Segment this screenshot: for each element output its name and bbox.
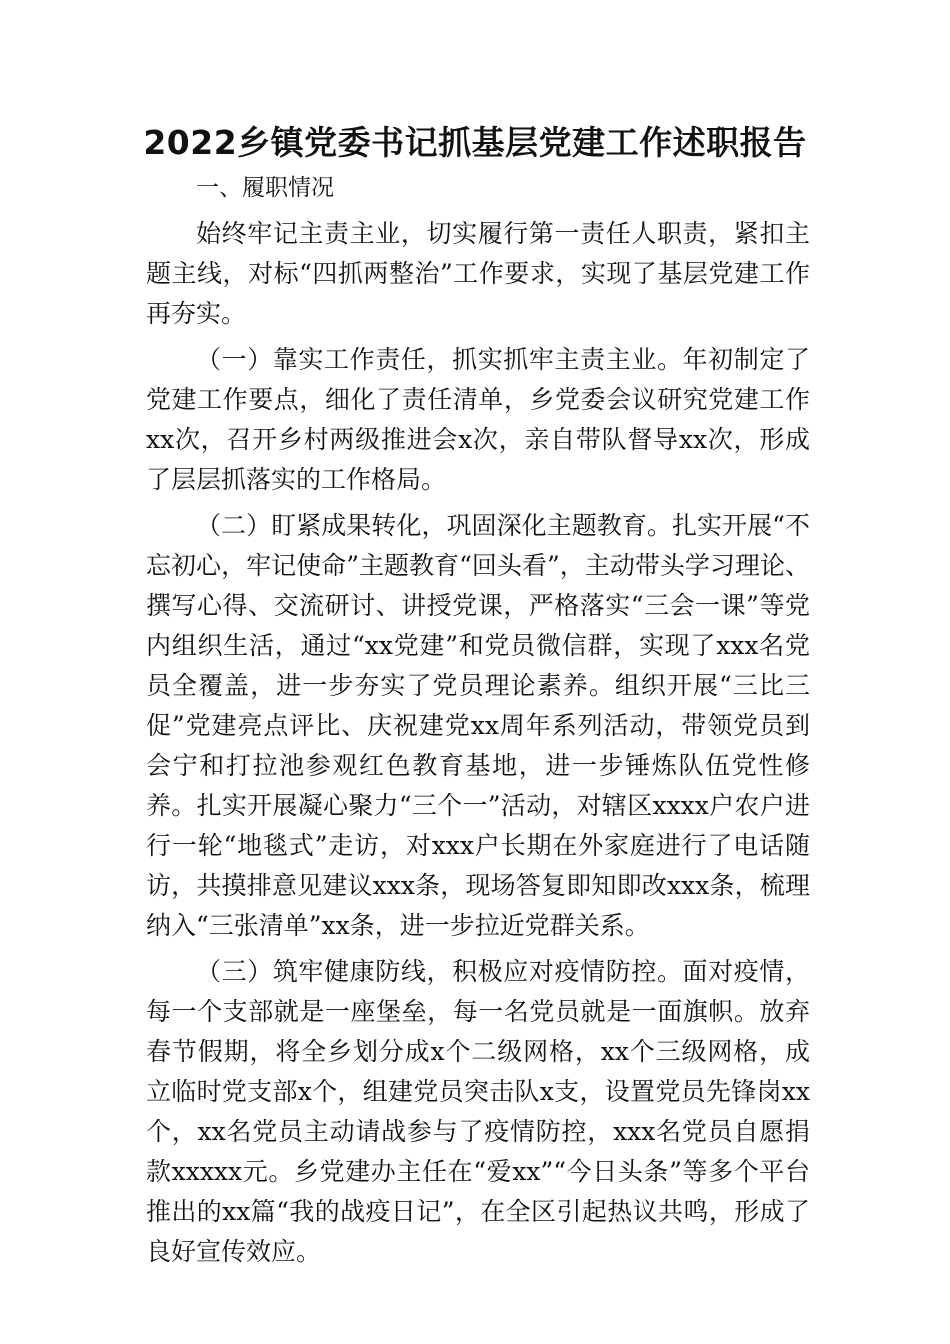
document-body [146, 168, 810, 1278]
section-heading: 一、履职情况 [196, 175, 334, 201]
paragraph-3: （三）筑牢健康防线，积极应对疫情防控。面对疫情，每一个支部就是一座堡垒，每一名党员就是一面旗帜。放弃春节假期，将全乡划分成x个二级网格，xx个三级网格，成立临时党支部x个，组建党员突击队x支，设置党员先锋岗xx个，xx名党员主动请战参与了疫情防控，xxx名党员自愿捐款xxxxx元。乡党建办主任在“爱xx”“今日头条”等多个平台推出的xx篇“我的战疫日记”，在全区引起热议共鸣，形成了良好宣传效应。 [146, 957, 810, 1266]
document-title: 2022乡镇党委书记抓基层党建工作述职报告 [143, 123, 807, 162]
paragraph-2: （二）盯紧成果转化，巩固深化主题教育。扎实开展“不忘初心，牢记使命”主题教育“回头看”，主动带头学习理论、撰写心得、交流研讨、讲授党课，严格落实“三会一课”等党内组织生活，通过“xx党建”和党员微信群，实现了xxx名党员全覆盖，进一步夯实了党员理论素养。组织开展“三比三促”党建亮点评比、庆祝建党xx周年系列活动，带领党员到会宁和打拉池参观红色教育基地，进一步锤炼队伍党性修养。扎实开展凝心聚力“三个一”活动，对辖区xxxx户农户进行一轮“地毯式”走访，对xxx户长期在外家庭进行了电话随访，共摸排意见建议xxx条，现场答复即知即改xxx条，梳理纳入“三张清单”xx条，进一步拉近党群关系。 [146, 511, 810, 940]
paragraph-intro: 始终牢记主责主业，切实履行第一责任人职责，紧扣主题主线，对标“四抓两整治”工作要求，实现了基层党建工作再夯实。 [146, 219, 810, 328]
paragraph-1: （一）靠实工作责任，抓实抓牢主责主业。年初制定了党建工作要点，细化了责任清单，乡党委会议研究党建工作xx次，召开乡村两级推进会x次，亲自带队督导xx次，形成了层层抓落实的工作格局。 [146, 345, 810, 494]
